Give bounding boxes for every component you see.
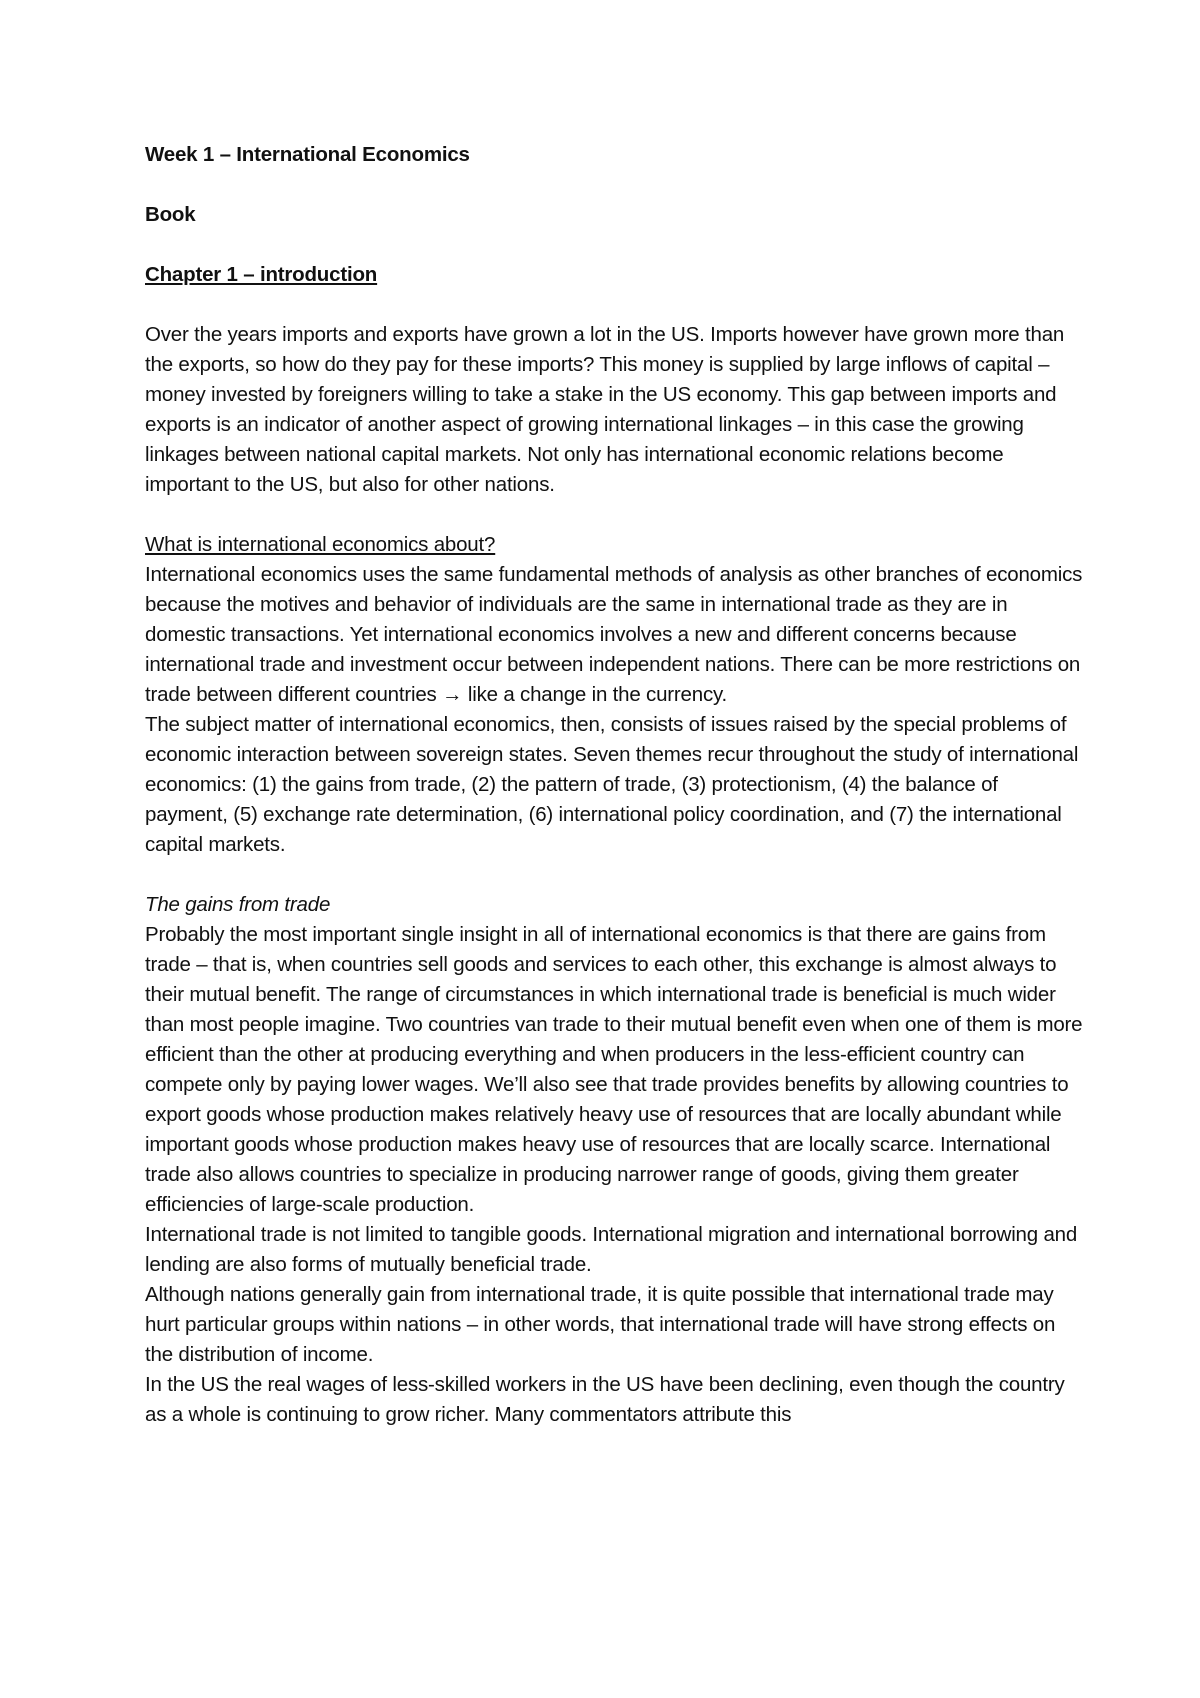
paragraph: The subject matter of international economics, then, consists of issues raised by the special problems of economic interaction between sovereign states. Seven themes recur throughout the study of international economics: (1) the gains from trade, (2) the pattern of trade, (3) protectionism, (4) the balance of payment, (5) exchange rate determination, (6) international policy coordination, and (7) the international capital markets. xyxy=(145,713,1079,856)
chapter-heading: Chapter 1 – introduction xyxy=(145,263,378,286)
paragraph: International trade is not limited to tangible goods. International migration and international borrowing and lending are also forms of mutually beneficial trade. xyxy=(145,1223,1078,1276)
document-body xyxy=(145,140,1085,1430)
spacer xyxy=(145,290,1085,320)
document-title: Week 1 – International Economics xyxy=(145,143,470,166)
spacer xyxy=(145,230,1085,260)
spacer xyxy=(145,500,1085,530)
spacer xyxy=(145,170,1085,200)
paragraph: International economics uses the same fundamental methods of analysis as other branches of economics because the motives and behavior of individuals are the same in international trade as they are in domestic transactions. Yet international economics involves a new and different concerns because international trade and investment occur between independent nations. There can be more restrictions on trade between different countries → like a change in the currency. xyxy=(145,563,1083,706)
paragraph: Probably the most important single insight in all of international economics is that there are gains from trade – that is, when countries sell goods and services to each other, this exchange is almost always to their mutual benefit. The range of circumstances in which international trade is beneficial is much wider than most people imagine. Two countries van trade to their mutual benefit even when one of them is more efficient than the other at producing everything and when producers in the less-efficient country can compete only by paying lower wages. We’ll also see that trade provides benefits by allowing countries to export goods whose production makes relatively heavy use of resources that are locally abundant while important goods whose production makes heavy use of resources that are locally scarce. International trade also allows countries to specialize in producing narrower range of goods, giving them greater efficiencies of large-scale production. xyxy=(145,923,1083,1216)
spacer xyxy=(145,860,1085,890)
intro-paragraph: Over the years imports and exports have grown a lot in the US. Imports however have grown more than the exports, so how do they pay for these imports? This money is supplied by large inflows of capital – money invested by foreigners willing to take a stake in the US economy. This gap between imports and exports is an indicator of another aspect of growing international linkages – in this case the growing linkages between national capital markets. Not only has international economic relations become important to the US, but also for other nations. xyxy=(145,323,1065,496)
paragraph: Although nations generally gain from international trade, it is quite possible that international trade may hurt particular groups within nations – in other words, that international trade will have strong effects on the distribution of income. xyxy=(145,1283,1056,1366)
book-label: Book xyxy=(145,203,196,226)
subsection-heading: The gains from trade xyxy=(145,893,331,916)
section-heading: What is international economics about? xyxy=(145,533,496,556)
paragraph: In the US the real wages of less-skilled workers in the US have been declining, even though the country as a whole is continuing to grow richer. Many commentators attribute this xyxy=(145,1373,1065,1426)
